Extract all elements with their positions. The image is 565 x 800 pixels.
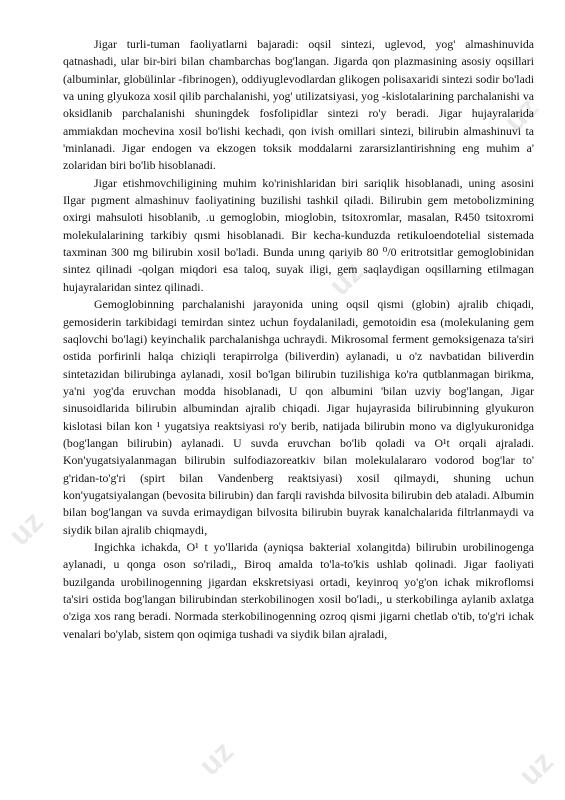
watermark: uz [322,255,370,303]
document-body [63,36,534,643]
paragraph: Ingichka ichakda, O¹ t yo'llarida (ayniqsa bakterial xolangitda) bilirubin urobilinogenga aylanadi, u qonga oson so'riladi,, Biroq amalda to'la-to'kis ushlab qolinadi. Jigar faoliyati buzilganda urobilinogenning jigardan ekskretsiyasi ortadi, keyinroq yo'g'on ichak mikroflomsi ta'siri ostida bog'langan bilirubindan sterkobilinogen xosil bo'ladi,, u sterkobilinga aylanib axlatga o'ziga xos rang beradi. Normada sterkobilinogenning ozroq qismi jigarni chetlab o'tib, to'g'ri ichak venalari bo'ylab, sistem qon oqimiga tushadi va siydik bilan ajraladi, [63,539,534,641]
watermark: uz [192,735,240,783]
paragraph: Jigar turli-tuman faoliyatlarni bajaradi: oqsil sintezi, uglevod, yog' almashinuvida qatnashadi, ular bir-biri bilan chambarchas bog'langan. Jigarda qon plazmasining asosiy oqsillari (albuminlar, globülinlar -fibrinogen), oddiyuglevodlardan glikogen polisaxaridi sintezi sodir bo'ladi va uning glyukoza xosil qilib parchalanishi, yog' utilizatsiyasi, yog -kislotalarining parchalanishi va oksidlanib parchalanishi shuningdek fosfolipidlar sintezi ro'y beradi. Jigar hujayralarida ammiakdan mochevina xosil bo'lishi kechadi, qon ivish omillari sintezi, bilirubin almashinuvi ta 'minlanadi. Jigar endogen va ekzogen toksik moddalarni zararsizlantirishning eng muhim a' zolaridan biri bo'lib hisoblanadi. [63,37,534,173]
watermark: uz [2,505,50,553]
watermark: uz [512,745,560,793]
watermark: uz [497,91,545,139]
paragraph: Gemoglobinning parchalanishi jarayonida uning oqsil qismi (globin) ajralib chiqadi, gemosiderin tarkibidagi temirdan sintez uchun foydalaniladi, gemotoidin esa (molekulaning gem saqlovchi bo'lagi) keyinchalik parchalanishga uchraydi. Mikrosomal ferment gemoksigenaza ta'siri ostida porfirinli halqa chiziqli terapirrolga (biliverdin) aylanadi, u o'z navbatidan biliverdin sintetazidan bilirubinga aylanadi, xosil bo'lgan bilirubin tuzilishiga ko'ra qutblanmagan birikma, ya'ni yog'da eruvchan modda hisoblanadi, U qon albumini 'bilan uzviy bog'langan, Jigar sinusoidlarida bilirubin albumindan ajralib chiqadi. Jigar hujayrasida bilirubinning glyukuron kislotasi bilan kon ¹ yugatsiya reaktsiyasi ro'y berib, natijada bilirubin mono va diglyukuronidga (bog'langan bilirubin) aylanadi. U suvda eruvchan bo'lib qoladi va O¹t orqali ajraladi. Kon'yugatsiyalanmagan bilirubin sulfodiazoreatkiv bilan molekulalararo vodorod bog'lar to' g'ridan-to'g'ri (spirt bilan Vandenberg reaktsiyasi) xosil qilmaydi, shuning uchun kon'yugatsiyalangan (bevosita bilirubin) dan farqli ravishda bilvosita bilirubin deb ataladi. Albumin bilan bog'langan va suvda erimaydigan bilvosita bilirubin buyrak kanalchalarida filtrlanmaydi va siydik bilan ajralib chiqmaydi, [63,297,534,537]
paragraph: Jigar etishmovchiligining muhim ko'rinishlaridan biri sariqlik hisoblanadi, uning asosini Ilgar pıgment almashinuv faoliyatining buzilishi tashkil qiladi. Bilirubin gem metobolizmining oxirgi mahsuloti hisoblanib, .u gemoglobin, mioglobin, tsitoxromlar, masalan, R450 tsitoxromi molekulalarining tarkibiy qısmi hisoblanadi. Bir kecha-kunduzda retikuloendotelial sistemada taxminan 300 mg bilirubin xosil bo'ladi. Bunda unıng qariyib 80 ⁰/0 eritrotsitlar gemoglobinidan sintez qilinadi -qolgan miqdori esa taloq, suyak iligi, gem saqlaydigan oqsillarning etilmagan hujayralaridan sintez qilinadi. [63,175,534,294]
